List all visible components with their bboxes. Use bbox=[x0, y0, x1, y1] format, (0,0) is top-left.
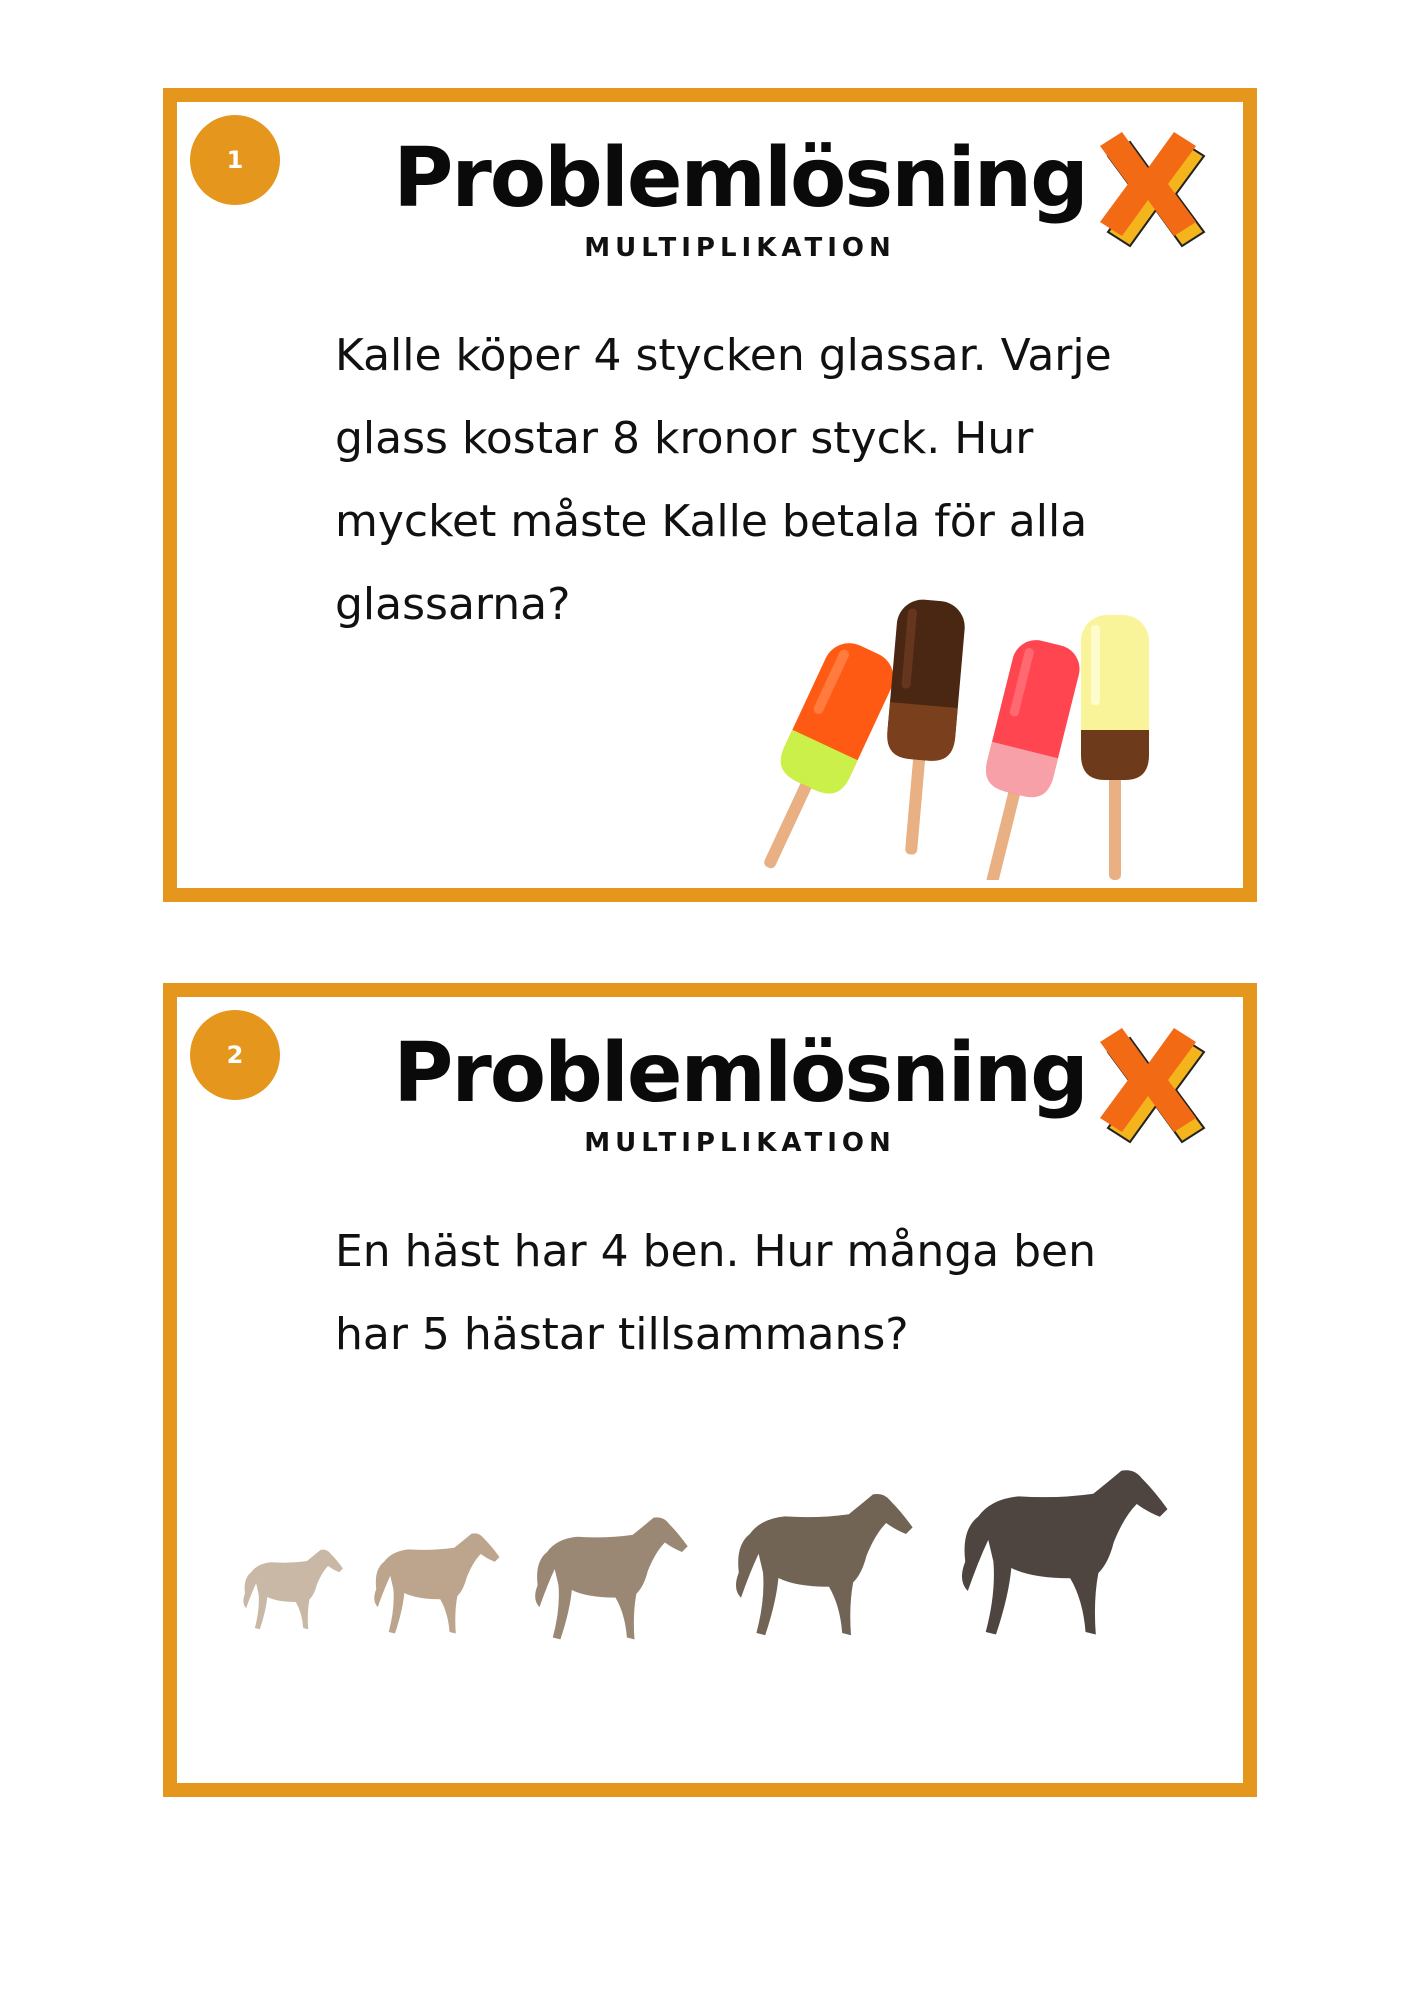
horse-icon bbox=[243, 1550, 343, 1630]
card-title: Problemlösning bbox=[393, 131, 1087, 226]
orange-x-icon bbox=[1090, 124, 1218, 252]
card-subtitle: MULTIPLIKATION bbox=[584, 233, 896, 263]
horse-icon bbox=[962, 1470, 1168, 1634]
problem-text: En häst har 4 ben. Hur många ben har 5 hästar tillsammans? bbox=[335, 1226, 1096, 1360]
card-title: Problemlösning bbox=[393, 1026, 1087, 1121]
horse-icon bbox=[374, 1533, 499, 1633]
ice-cream-icon bbox=[740, 635, 902, 880]
ice-cream-icon bbox=[958, 635, 1084, 880]
card-number-badge: 1 bbox=[190, 115, 280, 205]
horse-illustration bbox=[240, 1440, 1190, 1650]
orange-x-icon bbox=[1090, 1020, 1218, 1148]
ice-cream-icon bbox=[877, 597, 967, 857]
ice-cream-illustration bbox=[740, 595, 1160, 880]
card-number-badge: 2 bbox=[190, 1010, 280, 1100]
horse-icon bbox=[535, 1517, 688, 1639]
problem-text: Kalle köper 4 stycken glassar. Varje glass kostar 8 kronor styck. Hur mycket måste Kalle betala för alla glassarna? bbox=[335, 330, 1112, 630]
horse-icon bbox=[736, 1494, 913, 1635]
card-subtitle: MULTIPLIKATION bbox=[584, 1128, 896, 1158]
ice-cream-icon bbox=[1081, 615, 1149, 880]
